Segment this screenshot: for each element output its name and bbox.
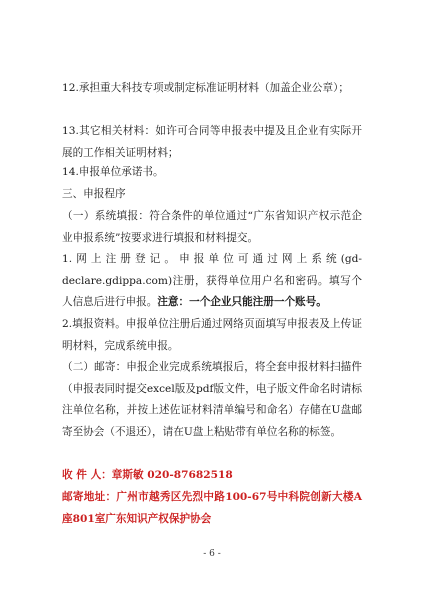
address-line — [62, 487, 362, 530]
mail-paragraph — [62, 357, 362, 443]
recipient-line — [62, 465, 362, 487]
address-text: 邮寄地址：广州市越秀区先烈中路100-67号中科院创新大楼A座801室广东知识产权保护协会 — [62, 491, 362, 525]
item-12 — [62, 78, 362, 100]
system-fill-paragraph — [62, 206, 362, 249]
recipient-text: 收 件 人：章斯敏 020-87682518 — [62, 469, 233, 481]
step-1-note: 注意：一个企业只能注册一个账号。 — [157, 296, 327, 308]
item-13-text: 13.其它相关材料：如许可合同等申报表中提及且企业有实际开展的工作相关证明材料； — [62, 125, 362, 159]
item-12-text: 12.承担重大科技专项或制定标准证明材料（加盖企业公章）； — [62, 82, 349, 94]
mail-text: （二）邮寄：申报企业完成系统填报后，将全套申报材料扫描件（申报表同时提交excel版及pdf版文件，电子版文件命名时请标注单位名称，并按上述佐证材料清单编号和命名）存储在U盘邮寄至协会（不退还），请在U盘上粘贴带有单位名称的标签。 — [62, 361, 362, 438]
item-14-text: 14.申报单位承诺书。 — [62, 166, 164, 178]
step-1-paragraph — [62, 249, 362, 314]
item-13 — [62, 121, 362, 164]
item-14 — [62, 162, 362, 184]
step-2-text: 2.填报资料。申报单位注册后通过网络页面填写申报表及上传证明材料，完成系统申报。 — [62, 318, 362, 352]
section-heading-text: 三、申报程序 — [62, 188, 126, 200]
step-2-paragraph — [62, 314, 362, 357]
page-number: - 6 - — [203, 549, 221, 559]
step-1-text: 1.网上注册登记。申报单位可通过网上系统(gd-declare.gdippa.com)注册，获得单位用户名和密码。填写个人信息后进行申报。 — [62, 253, 362, 308]
section-heading — [62, 184, 362, 206]
system-fill-text: （一）系统填报：符合条件的单位通过“广东省知识产权示范企业申报系统”按要求进行填报和材料提交。 — [62, 210, 362, 244]
